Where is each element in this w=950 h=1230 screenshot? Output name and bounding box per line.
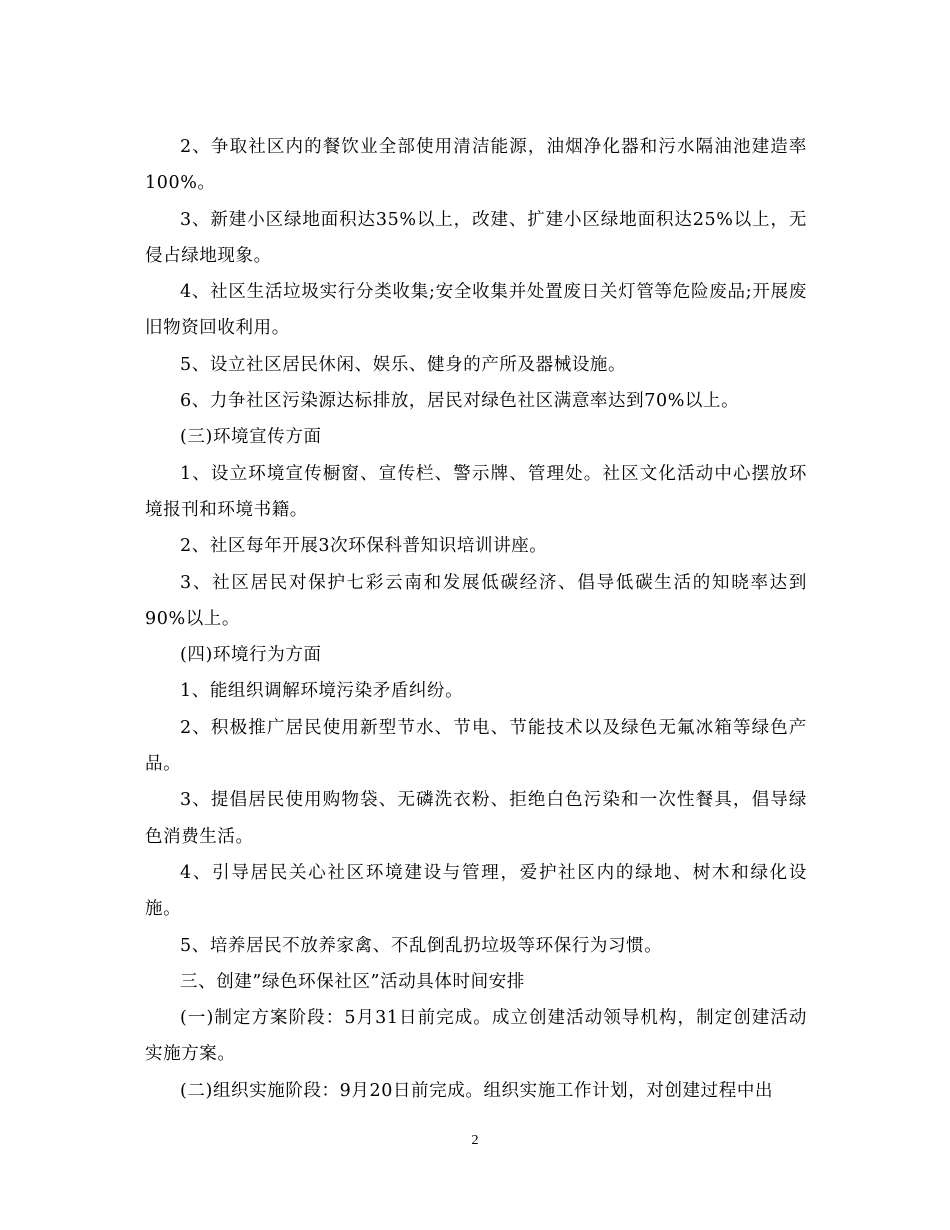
paragraph-training-lectures: 2、社区每年开展3次环保科普知识培训讲座。 (180, 536, 548, 557)
section-heading-environmental-behavior: (四)环境行为方面 (180, 645, 322, 666)
paragraph-restaurant-clean-energy: 2、争取社区内的餐饮业全部使用清洁能源，油烟净化器和污水隔油池建造率100%。 (145, 137, 807, 194)
paragraph-care-green-spaces: 4、引导居民关心社区环境建设与管理，爱护社区内的绿地、树木和绿化设施。 (145, 862, 807, 920)
paragraph-planning-stage: (一)制定方案阶段：5月31日前完成。成立创建活动领导机构，制定创建活动实施方案。 (145, 1008, 807, 1065)
paragraph-publicity-windows: 1、设立环境宣传橱窗、宣传栏、警示牌、管理处。社区文化活动中心摆放环境报刊和环境书籍。 (145, 463, 807, 520)
paragraph-dispute-mediation: 1、能组织调解环境污染矛盾纠纷。 (180, 681, 464, 702)
paragraph-leisure-facilities: 5、设立社区居民休闲、娱乐、健身的产所及器械设施。 (180, 354, 627, 375)
paragraph-waste-sorting: 4、社区生活垃圾实行分类收集;安全收集并处置废日关灯管等危险废品;开展废旧物资回收利用。 (145, 282, 807, 339)
paragraph-eco-habits: 5、培养居民不放养家禽、不乱倒乱扔垃圾等环保行为习惯。 (180, 935, 663, 956)
page-number: 2 (471, 1133, 479, 1148)
section-heading-environmental-publicity: (三)环境宣传方面 (180, 427, 322, 448)
page-body (145, 129, 807, 1109)
paragraph-green-consumption: 3、提倡居民使用购物袋、无磷洗衣粉、拒绝白色污染和一次性餐具，倡导绿色消费生活。 (145, 790, 807, 847)
paragraph-awareness-rate: 3、社区居民对保护七彩云南和发展低碳经济、倡导低碳生活的知晓率达到90%以上。 (145, 572, 807, 629)
paragraph-pollution-discharge: 6、力争社区污染源达标排放，居民对绿色社区满意率达到70%以上。 (180, 391, 740, 412)
paragraph-green-products: 2、积极推广居民使用新型节水、节电、节能技术以及绿色无氟冰箱等绿色产品。 (145, 717, 807, 775)
paragraph-green-space-ratio: 3、新建小区绿地面积达35%以上，改建、扩建小区绿地面积达25%以上，无侵占绿地现象。 (145, 209, 807, 266)
paragraph-implementation-stage: (二)组织实施阶段：9月20日前完成。组织实施工作计划，对创建过程中出 (180, 1080, 774, 1101)
section-heading-schedule: 三、创建”绿色环保社区”活动具体时间安排 (180, 971, 525, 992)
